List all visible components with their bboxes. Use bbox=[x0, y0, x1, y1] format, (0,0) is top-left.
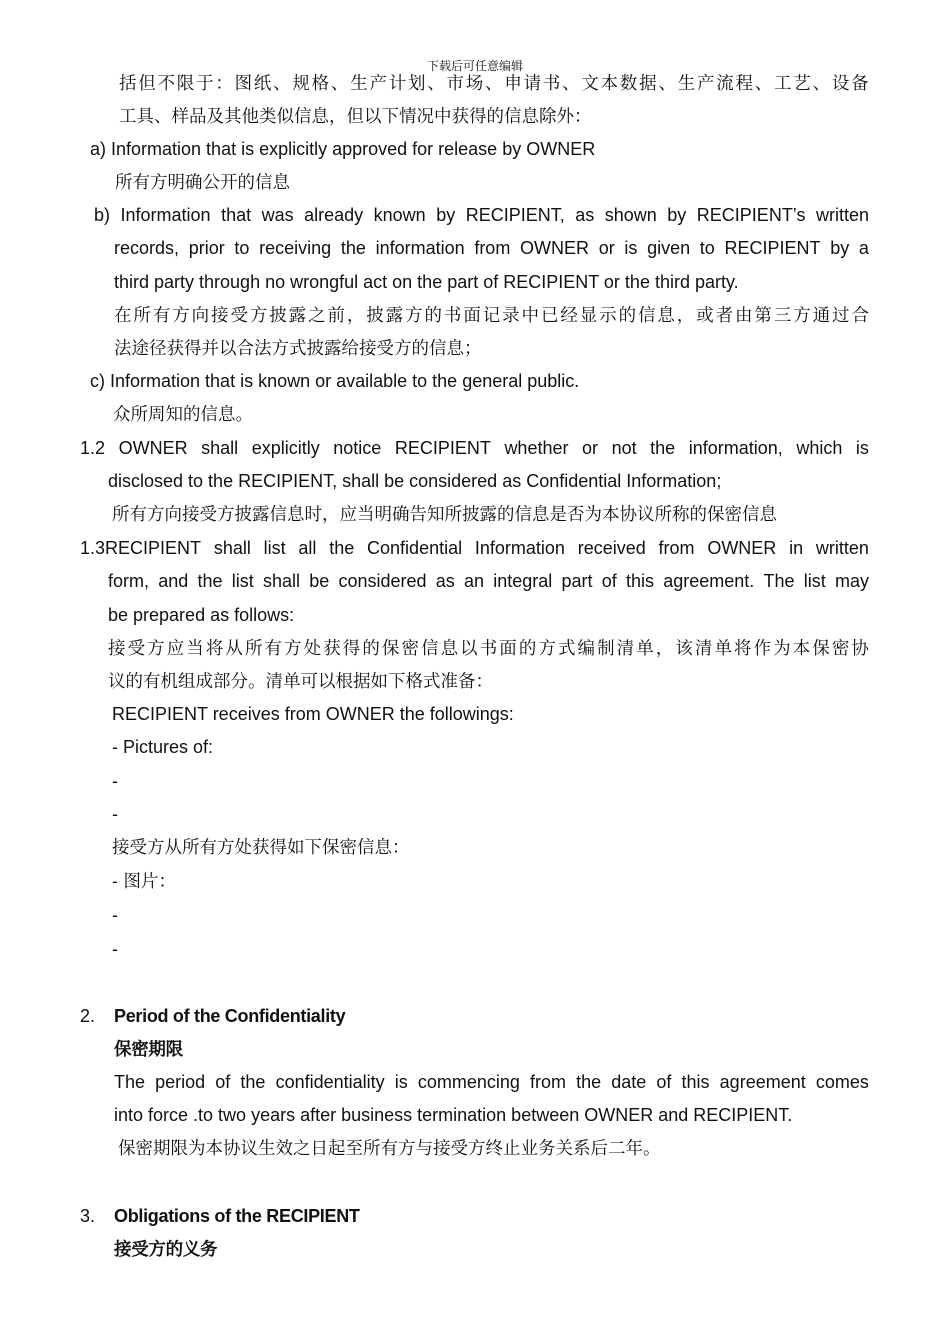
item-b-cn-line2: 法途径获得并以合法方式披露给接受方的信息； bbox=[114, 339, 482, 359]
item-c-cn: 众所周知的信息。 bbox=[113, 405, 253, 425]
s1-2-en-line2: disclosed to the RECIPIENT, shall be considered as Confidential Information; bbox=[108, 471, 722, 491]
list-cn-blank-1: - bbox=[112, 905, 118, 925]
list-cn-item: - 图片： bbox=[112, 872, 176, 892]
item-b-en-line3: third party through no wrongful act on the part of RECIPIENT or the third party. bbox=[114, 272, 739, 292]
list-en-title: RECIPIENT receives from OWNER the followings: bbox=[112, 704, 514, 724]
page-header: 下载后可任意编辑 bbox=[426, 59, 523, 73]
s1-3-en-line3: be prepared as follows: bbox=[108, 605, 295, 625]
item-b-en-line2: records, prior to receiving the information from OWNER or is given to RECIPIENT by a bbox=[114, 238, 869, 258]
section-2-title-en: Period of the Confidentiality bbox=[114, 1006, 346, 1026]
item-c-en: c) Information that is known or available to the general public. bbox=[90, 371, 580, 391]
s1-3-cn-line1: 接 受 方 应 当 将 从 所 有 方 处 获 得 的 保 密 信 息 以 书 面 的 方 式 编 制 清 单 ， 该 清 单 将 作 为 本 保 密 协 bbox=[108, 639, 869, 659]
section-2-title-cn: 保密期限 bbox=[114, 1040, 183, 1060]
list-en-blank-1: - bbox=[112, 771, 118, 791]
s1-3-en-line2: form, and the list shall be considered as an integral part of this agreement. The list may bbox=[108, 571, 869, 591]
section-3-number: 3. bbox=[80, 1206, 96, 1226]
item-a-en: a) Information that is explicitly approved for release by OWNER bbox=[90, 139, 596, 159]
s1-2-en-line1: 1.2 OWNER shall explicitly notice RECIPIENT whether or not the information, which is bbox=[80, 438, 869, 458]
section-2-en-line2: into force .to two years after business termination between OWNER and RECIPIENT. bbox=[114, 1105, 793, 1125]
item-b-cn-line1: 在 所 有 方 向 接 受 方 披 露 之 前 ， 披 露 方 的 书 面 记 录 中 已 经 显 示 的 信 息 ， 或 者 由 第 三 方 通 过 合 bbox=[114, 306, 869, 326]
section-3-title-en: Obligations of the RECIPIENT bbox=[114, 1206, 360, 1226]
item-b-en-line1: b) Information that was already known by RECIPIENT, as shown by RECIPIENT’s written bbox=[94, 205, 869, 225]
item-a-cn: 所有方明确公开的信息 bbox=[115, 173, 290, 193]
list-en-item: - Pictures of: bbox=[112, 737, 214, 757]
section-2-en-line1: The period of the confidentiality is commencing from the date of this agreement comes bbox=[114, 1072, 869, 1092]
section-2-number: 2. bbox=[80, 1006, 96, 1026]
intro-cn-line1: 括 但 不 限 于 ： 图 纸 、 规 格 、 生 产 计 划 、 市 场 、 申 请 书 、 文 本 数 据 、 生 产 流 程 、 工 艺 、 设 备 bbox=[119, 74, 869, 94]
s1-3-cn-line2: 议的有机组成部分。清单可以根据如下格式准备： bbox=[108, 672, 493, 692]
s1-2-cn: 所有方向接受方披露信息时，应当明确告知所披露的信息是否为本协议所称的保密信息 bbox=[112, 505, 777, 525]
intro-cn-line2: 工具、样品及其他类似信息，但以下情况中获得的信息除外： bbox=[119, 107, 592, 127]
s1-3-en-line1: 1.3RECIPIENT shall list all the Confidential Information received from OWNER in written bbox=[80, 538, 869, 558]
list-en-blank-2: - bbox=[112, 804, 118, 824]
list-cn-blank-2: - bbox=[112, 939, 118, 959]
list-cn-title: 接受方从所有方处获得如下保密信息： bbox=[112, 838, 410, 858]
section-3-title-cn: 接受方的义务 bbox=[114, 1240, 218, 1260]
section-2-cn: 保密期限为本协议生效之日起至所有方与接受方终止业务关系后二年。 bbox=[118, 1139, 661, 1159]
